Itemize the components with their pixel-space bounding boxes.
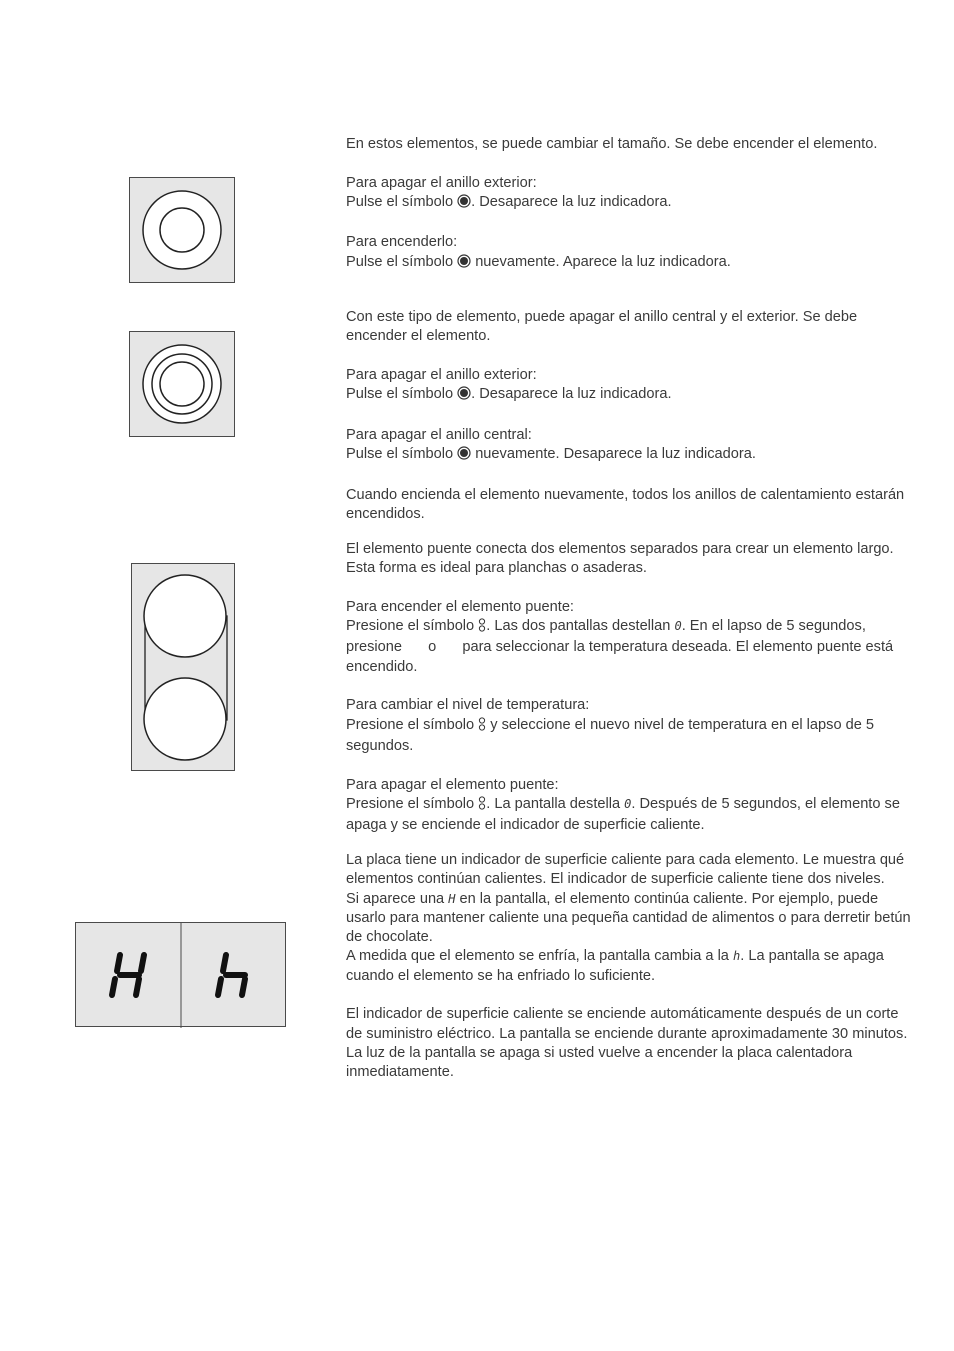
ring-selector-icon [457,446,471,466]
section3-intro: El elemento puente conecta dos elementos separados para crear un elemento largo. Esta forma es ideal para planchas o asaderas. [346,541,894,577]
triple-ring-figure [129,331,235,437]
three-ring-burner-icon [130,332,236,438]
single-ring-figure [129,177,235,283]
section4-power-text: El indicador de superficie caliente se enciende automáticamente después de un corte de suministro eléctrico. La pantalla se enciende durante aproximadamente 30 minutos. La luz de la pantalla se apaga si usted vuelve a encender la placa calentadora inmediatamente. [346,1006,908,1081]
section4-h-text: Si aparece una H en la pantalla, el elemento continúa caliente. Por ejemplo, puede usarlo para mantener caliente una pequeña cantidad de alimentos o para derretir betún de chocolate. [346,890,911,946]
section3-on-text: Presione el símbolo . Las dos pantallas destellan 0. En el lapso de 5 segundos, presione o para seleccionar la temperatura deseada. El elemento puente está encendido. [346,618,894,675]
section4-cool-text: A medida que el elemento se enfría, la pantalla cambia a la h. La pantalla se apaga cuando el elemento se ha enfriado lo suficiente. [346,948,884,984]
display-h-icon [218,955,245,995]
bridge-element-figure [131,563,235,771]
section2-outer-title: Para apagar el anillo exterior: [346,366,537,383]
section-triple-ring [346,308,916,524]
flashing-digit: 0 [674,619,682,634]
section1-off-text: Pulse el símbolo . Desaparece la luz indicadora. [346,193,916,214]
section1-intro: En estos elementos, se puede cambiar el tamaño. Se debe encender el elemento. [346,136,878,152]
section2-center-title: Para apagar el anillo central: [346,426,532,443]
ring-selector-icon [457,254,471,274]
section3-off-text: Presione el símbolo . La pantalla destella 0. Después de 5 segundos, el elemento se apaga y se enciende el indicador de superficie caliente. [346,795,900,834]
flashing-digit: 0 [624,796,632,811]
section1-off-title: Para apagar el anillo exterior: [346,174,537,191]
two-ring-burner-icon [130,178,236,284]
section3-on-title: Para encender el elemento puente: [346,598,574,615]
section2-intro: Con este tipo de elemento, puede apagar el anillo central y el exterior. Se debe encender el elemento. [346,309,858,345]
section3-change-text: Presione el símbolo y seleccione el nuevo nivel de temperatura en el lapso de 5 segundos. [346,716,875,754]
section2-center-text: Pulse el símbolo nuevamente. Desaparece la luz indicadora. [346,445,916,466]
h-lower-symbol: h [732,949,741,964]
ring-selector-icon [457,194,471,214]
section-single-ring [346,135,916,274]
section2-note: Cuando encienda el elemento nuevamente, todos los anillos de calentamiento estarán encendidos. [346,486,905,522]
residual-heat-display [75,922,286,1027]
section1-on-text: Pulse el símbolo nuevamente. Aparece la luz indicadora. [346,253,916,274]
section4-intro: La placa tiene un indicador de superficie caliente para cada elemento. Le muestra qué elementos continúan calientes. El indicador de superficie caliente tiene dos niveles. [346,852,905,888]
section3-change-title: Para cambiar el nivel de temperatura: [346,697,590,714]
section3-off-title: Para apagar el elemento puente: [346,776,559,793]
bridge-burner-icon [132,564,236,772]
display-H-icon [112,955,144,995]
section-residual-heat [346,851,916,1083]
section-bridge [346,540,916,835]
ring-selector-icon [457,386,471,406]
section1-on-title: Para encenderlo: [346,234,458,251]
h-upper-symbol: H [448,891,456,906]
section2-outer-text: Pulse el símbolo . Desaparece la luz indicadora. [346,385,916,406]
